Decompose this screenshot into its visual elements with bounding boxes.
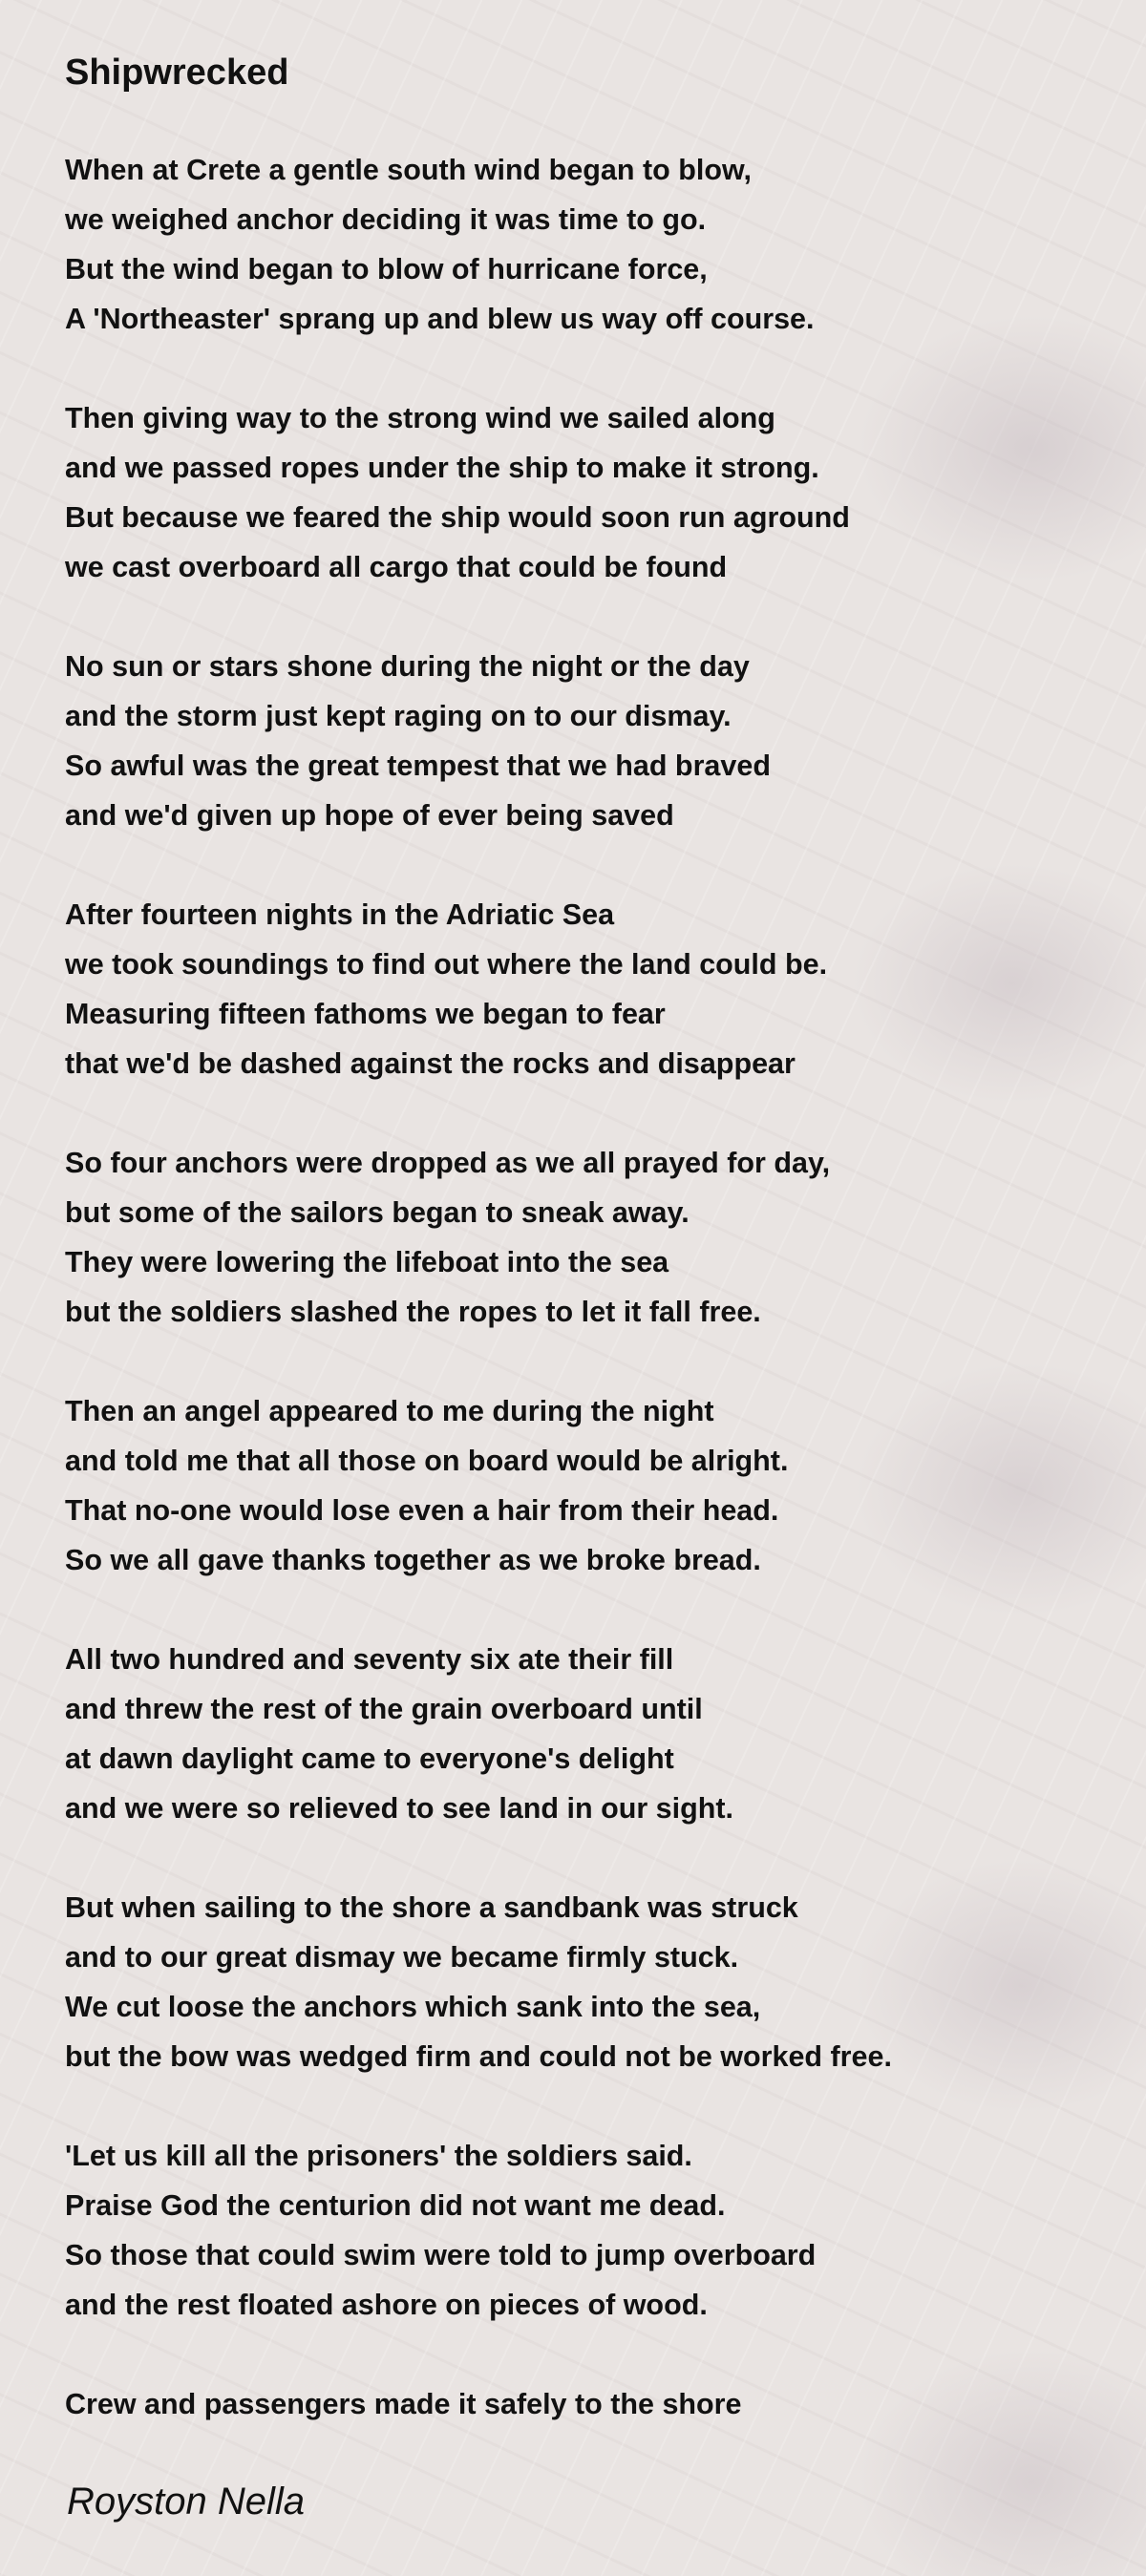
stanza-4 [65,890,1115,1088]
poem-line: 'Let us kill all the prisoners' the soldiers said. [65,2140,692,2172]
poem-line: We cut loose the anchors which sank into the sea, [65,1991,761,2023]
stanza-3 [65,642,1115,840]
poem-title: Shipwrecked [65,53,289,93]
poem-line: but the soldiers slashed the ropes to let it fall free. [65,1296,761,1328]
poem-line: So four anchors were dropped as we all prayed for day, [65,1147,831,1179]
poem-line: we took soundings to find out where the land could be. [65,948,828,981]
poem-line: When at Crete a gentle south wind began to blow, [65,154,753,186]
poem-line: and we were so relieved to see land in our sight. [65,1792,733,1825]
poem-line: we cast overboard all cargo that could be found [65,551,728,583]
poem-line: They were lowering the lifeboat into the sea [65,1246,669,1278]
poem-line: and the rest floated ashore on pieces of wood. [65,2289,708,2321]
poem-author: Royston Nella [67,2481,306,2523]
poem-line: Praise God the centurion did not want me dead. [65,2189,726,2222]
stanza-5 [65,1138,1115,1337]
poem-line: After fourteen nights in the Adriatic Sea [65,898,615,931]
poem-line: we weighed anchor deciding it was time to go. [65,203,707,236]
stanza-9 [65,2131,1115,2330]
poem-line: Measuring fifteen fathoms we began to fear [65,998,666,1030]
poem-line: That no-one would lose even a hair from their head. [65,1494,779,1527]
poem-line: and to our great dismay we became firmly stuck. [65,1941,739,1974]
poem-line: Then an angel appeared to me during the night [65,1395,714,1427]
poem-line: So those that could swim were told to jump overboard [65,2239,817,2271]
stanza-1 [65,145,1115,344]
stanza-7 [65,1635,1115,1833]
poem-line: But because we feared the ship would soon run aground [65,501,850,534]
poem-line: But the wind began to blow of hurricane force, [65,253,708,285]
poem-line: and told me that all those on board would be alright. [65,1445,789,1477]
poem-line: at dawn daylight came to everyone's delight [65,1742,674,1775]
stanza-8 [65,1883,1115,2081]
poem-line: Then giving way to the strong wind we sailed along [65,402,775,434]
poem-line: and threw the rest of the grain overboard until [65,1693,703,1725]
poem-line: that we'd be dashed against the rocks and disappear [65,1047,796,1080]
poem-body [65,145,1115,2479]
poem-line: All two hundred and seventy six ate their fill [65,1643,674,1676]
poem-line: But when sailing to the shore a sandbank was struck [65,1891,798,1924]
poem-line: So we all gave thanks together as we broke bread. [65,1544,761,1576]
poem-line: but the bow was wedged firm and could not be worked free. [65,2040,892,2073]
poem-line: and we passed ropes under the ship to make it strong. [65,452,819,484]
poem-line: and the storm just kept raging on to our dismay. [65,700,732,732]
stanza-10 [65,2379,1115,2429]
poem-line: No sun or stars shone during the night or the day [65,650,750,683]
stanza-6 [65,1386,1115,1585]
poem-line: A 'Northeaster' sprang up and blew us way off course. [65,303,815,335]
poem-line: Crew and passengers made it safely to the shore [65,2388,742,2420]
poem-line: but some of the sailors began to sneak away. [65,1196,690,1229]
stanza-2 [65,393,1115,592]
poem-line: So awful was the great tempest that we had braved [65,750,771,782]
poem-line: and we'd given up hope of ever being saved [65,799,674,832]
